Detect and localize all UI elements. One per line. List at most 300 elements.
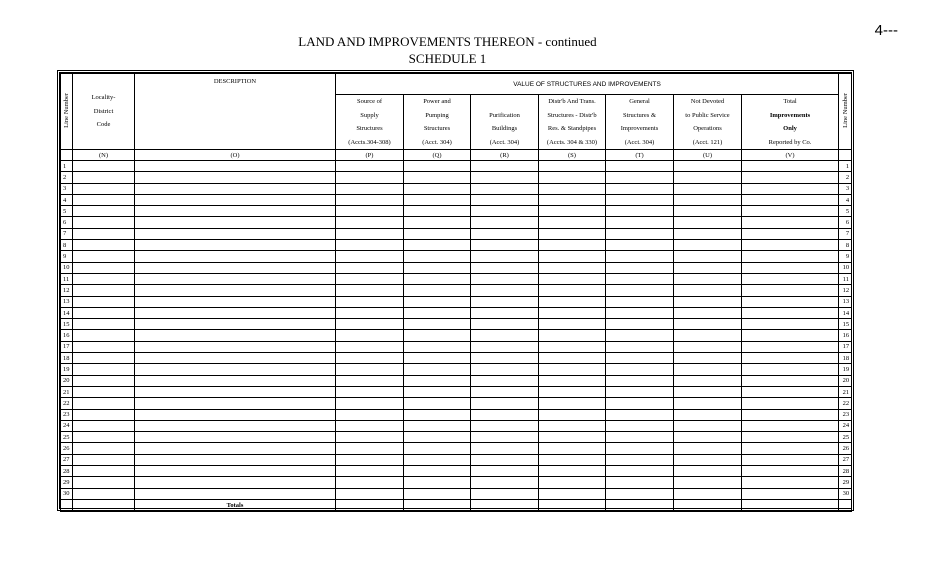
cell-o[interactable] [135,488,336,499]
cell-n[interactable] [73,443,135,454]
cell-o[interactable] [135,330,336,341]
cell-s[interactable] [539,183,606,194]
cell-o[interactable] [135,172,336,183]
cell-s[interactable] [539,319,606,330]
line-number-left: 26 [61,443,73,454]
cell-s[interactable] [539,353,606,364]
cell-q[interactable] [404,296,471,307]
cell-s[interactable] [539,477,606,488]
cell-r[interactable] [471,443,539,454]
cell-p[interactable] [336,251,404,262]
cell-r[interactable] [471,409,539,420]
cell-r[interactable] [471,194,539,205]
cell-q[interactable] [404,285,471,296]
cell-r[interactable] [471,420,539,431]
cell-t[interactable] [606,420,674,431]
cell-p[interactable] [336,285,404,296]
cell-u[interactable] [674,183,742,194]
cell-v[interactable] [742,409,839,420]
cell-t[interactable] [606,172,674,183]
table-row [61,228,852,239]
cell-n[interactable] [73,477,135,488]
cell-t[interactable] [606,285,674,296]
cell-o[interactable] [135,217,336,228]
cell-p[interactable] [336,386,404,397]
cell-q[interactable] [404,206,471,217]
line-number-right: 21 [839,386,852,397]
cell-n[interactable] [73,466,135,477]
cell-n[interactable] [73,409,135,420]
cell-o[interactable] [135,296,336,307]
cell-r[interactable] [471,330,539,341]
cell-q[interactable] [404,386,471,397]
cell-u[interactable] [674,386,742,397]
cell-r[interactable] [471,432,539,443]
cell-o[interactable] [135,364,336,375]
cell-p[interactable] [336,330,404,341]
cell-p[interactable] [336,353,404,364]
cell-q[interactable] [404,454,471,465]
cell-u[interactable] [674,364,742,375]
cell-p[interactable] [336,307,404,318]
cell-p[interactable] [336,398,404,409]
cell-n[interactable] [73,330,135,341]
cell-n[interactable] [73,251,135,262]
cell-u[interactable] [674,341,742,352]
cell-t[interactable] [606,432,674,443]
cell-o[interactable] [135,161,336,172]
cell-s[interactable] [539,262,606,273]
total-s[interactable] [539,499,606,511]
cell-s[interactable] [539,341,606,352]
cell-u[interactable] [674,409,742,420]
cell-s[interactable] [539,172,606,183]
cell-v[interactable] [742,386,839,397]
cell-u[interactable] [674,353,742,364]
cell-o[interactable] [135,319,336,330]
cell-n[interactable] [73,375,135,386]
cell-u[interactable] [674,330,742,341]
cell-u[interactable] [674,443,742,454]
cell-o[interactable] [135,386,336,397]
cell-n[interactable] [73,240,135,251]
cell-n[interactable] [73,432,135,443]
cell-v[interactable] [742,251,839,262]
cell-r[interactable] [471,341,539,352]
cell-u[interactable] [674,398,742,409]
cell-o[interactable] [135,477,336,488]
cell-n[interactable] [73,364,135,375]
cell-q[interactable] [404,409,471,420]
cell-u[interactable] [674,273,742,284]
cell-q[interactable] [404,398,471,409]
cell-r[interactable] [471,217,539,228]
cell-p[interactable] [336,273,404,284]
cell-q[interactable] [404,488,471,499]
cell-s[interactable] [539,398,606,409]
cell-t[interactable] [606,477,674,488]
cell-q[interactable] [404,341,471,352]
total-r[interactable] [471,499,539,511]
cell-v[interactable] [742,398,839,409]
cell-u[interactable] [674,206,742,217]
cell-q[interactable] [404,466,471,477]
cell-r[interactable] [471,364,539,375]
cell-u[interactable] [674,194,742,205]
cell-n[interactable] [73,307,135,318]
cell-t[interactable] [606,262,674,273]
cell-r[interactable] [471,228,539,239]
cell-t[interactable] [606,251,674,262]
table-row [61,273,852,284]
cell-r[interactable] [471,251,539,262]
cell-s[interactable] [539,273,606,284]
cell-p[interactable] [336,194,404,205]
cell-t[interactable] [606,466,674,477]
cell-r[interactable] [471,307,539,318]
cell-r[interactable] [471,466,539,477]
cell-v[interactable] [742,341,839,352]
cell-v[interactable] [742,443,839,454]
cell-n[interactable] [73,273,135,284]
cell-s[interactable] [539,488,606,499]
line-number-right: 11 [839,273,852,284]
cell-q[interactable] [404,364,471,375]
cell-v[interactable] [742,330,839,341]
cell-q[interactable] [404,228,471,239]
cell-s[interactable] [539,364,606,375]
cell-s[interactable] [539,443,606,454]
cell-n[interactable] [73,353,135,364]
cell-t[interactable] [606,330,674,341]
cell-r[interactable] [471,262,539,273]
cell-r[interactable] [471,273,539,284]
cell-t[interactable] [606,307,674,318]
cell-o[interactable] [135,262,336,273]
cell-u[interactable] [674,420,742,431]
line-number-left: 13 [61,296,73,307]
cell-p[interactable] [336,217,404,228]
cell-o[interactable] [135,466,336,477]
cell-u[interactable] [674,262,742,273]
cell-t[interactable] [606,375,674,386]
cell-s[interactable] [539,194,606,205]
total-p[interactable] [336,499,404,511]
cell-n[interactable] [73,420,135,431]
cell-s[interactable] [539,240,606,251]
cell-p[interactable] [336,206,404,217]
cell-n[interactable] [73,262,135,273]
cell-p[interactable] [336,296,404,307]
cell-n[interactable] [73,161,135,172]
cell-o[interactable] [135,206,336,217]
cell-r[interactable] [471,319,539,330]
cell-o[interactable] [135,273,336,284]
cell-r[interactable] [471,172,539,183]
cell-t[interactable] [606,353,674,364]
total-t[interactable] [606,499,674,511]
cell-s[interactable] [539,409,606,420]
cell-v[interactable] [742,319,839,330]
cell-u[interactable] [674,240,742,251]
line-number-right: 7 [839,228,852,239]
cell-q[interactable] [404,477,471,488]
cell-u[interactable] [674,285,742,296]
cell-t[interactable] [606,217,674,228]
cell-n[interactable] [73,183,135,194]
cell-u[interactable] [674,307,742,318]
cell-r[interactable] [471,285,539,296]
cell-p[interactable] [336,319,404,330]
total-v[interactable] [742,499,839,511]
cell-o[interactable] [135,409,336,420]
cell-v[interactable] [742,273,839,284]
cell-n[interactable] [73,341,135,352]
cell-s[interactable] [539,386,606,397]
cell-t[interactable] [606,386,674,397]
cell-n[interactable] [73,296,135,307]
cell-p[interactable] [336,409,404,420]
cell-r[interactable] [471,454,539,465]
cell-v[interactable] [742,432,839,443]
cell-v[interactable] [742,172,839,183]
cell-s[interactable] [539,251,606,262]
cell-r[interactable] [471,386,539,397]
cell-u[interactable] [674,217,742,228]
cell-p[interactable] [336,466,404,477]
page-number: 4--- [874,22,898,39]
cell-p[interactable] [336,262,404,273]
col-p-letter: (P) [336,150,404,161]
cell-r[interactable] [471,398,539,409]
cell-s[interactable] [539,454,606,465]
cell-s[interactable] [539,228,606,239]
cell-v[interactable] [742,477,839,488]
cell-n[interactable] [73,386,135,397]
cell-r[interactable] [471,296,539,307]
cell-v[interactable] [742,194,839,205]
cell-q[interactable] [404,161,471,172]
cell-v[interactable] [742,454,839,465]
cell-s[interactable] [539,466,606,477]
cell-t[interactable] [606,319,674,330]
cell-s[interactable] [539,432,606,443]
cell-o[interactable] [135,194,336,205]
col-s-letter: (S) [539,150,606,161]
cell-q[interactable] [404,330,471,341]
cell-t[interactable] [606,398,674,409]
cell-p[interactable] [336,228,404,239]
cell-n[interactable] [73,217,135,228]
cell-n[interactable] [73,454,135,465]
cell-t[interactable] [606,364,674,375]
cell-u[interactable] [674,477,742,488]
cell-o[interactable] [135,228,336,239]
cell-u[interactable] [674,466,742,477]
cell-t[interactable] [606,206,674,217]
cell-v[interactable] [742,228,839,239]
cell-t[interactable] [606,183,674,194]
cell-o[interactable] [135,443,336,454]
col-q-letter: (Q) [404,150,471,161]
cell-t[interactable] [606,228,674,239]
cell-q[interactable] [404,432,471,443]
cell-p[interactable] [336,161,404,172]
cell-s[interactable] [539,375,606,386]
cell-n[interactable] [73,319,135,330]
cell-u[interactable] [674,161,742,172]
cell-p[interactable] [336,488,404,499]
cell-p[interactable] [336,341,404,352]
cell-q[interactable] [404,375,471,386]
cell-v[interactable] [742,240,839,251]
cell-o[interactable] [135,341,336,352]
cell-t[interactable] [606,488,674,499]
total-u[interactable] [674,499,742,511]
cell-q[interactable] [404,307,471,318]
cell-s[interactable] [539,217,606,228]
schedule-table [60,73,852,512]
cell-r[interactable] [471,183,539,194]
cell-u[interactable] [674,172,742,183]
cell-p[interactable] [336,375,404,386]
cell-o[interactable] [135,183,336,194]
cell-v[interactable] [742,488,839,499]
total-q[interactable] [404,499,471,511]
cell-u[interactable] [674,432,742,443]
cell-o[interactable] [135,251,336,262]
cell-v[interactable] [742,364,839,375]
cell-o[interactable] [135,285,336,296]
cell-u[interactable] [674,488,742,499]
cell-s[interactable] [539,285,606,296]
cell-u[interactable] [674,319,742,330]
cell-q[interactable] [404,443,471,454]
cell-n[interactable] [73,488,135,499]
line-number-right: 5 [839,206,852,217]
line-number-right: 24 [839,420,852,431]
cell-q[interactable] [404,273,471,284]
cell-s[interactable] [539,296,606,307]
cell-s[interactable] [539,330,606,341]
cell-p[interactable] [336,183,404,194]
cell-p[interactable] [336,432,404,443]
cell-u[interactable] [674,251,742,262]
cell-r[interactable] [471,477,539,488]
cell-q[interactable] [404,319,471,330]
cell-v[interactable] [742,375,839,386]
cell-p[interactable] [336,454,404,465]
cell-t[interactable] [606,454,674,465]
cell-p[interactable] [336,443,404,454]
cell-t[interactable] [606,409,674,420]
cell-n[interactable] [73,194,135,205]
cell-u[interactable] [674,296,742,307]
cell-o[interactable] [135,375,336,386]
cell-v[interactable] [742,206,839,217]
cell-q[interactable] [404,240,471,251]
cell-t[interactable] [606,194,674,205]
cell-p[interactable] [336,477,404,488]
cell-o[interactable] [135,454,336,465]
cell-o[interactable] [135,432,336,443]
col-v-letter: (V) [742,150,839,161]
cell-o[interactable] [135,240,336,251]
cell-t[interactable] [606,296,674,307]
cell-n[interactable] [73,206,135,217]
cell-q[interactable] [404,217,471,228]
cell-n[interactable] [73,285,135,296]
table-row [61,251,852,262]
cell-q[interactable] [404,420,471,431]
cell-o[interactable] [135,420,336,431]
cell-o[interactable] [135,398,336,409]
cell-v[interactable] [742,183,839,194]
cell-u[interactable] [674,228,742,239]
table-row [61,443,852,454]
col-u-letter: (U) [674,150,742,161]
cell-p[interactable] [336,240,404,251]
line-number-left: 9 [61,251,73,262]
cell-n[interactable] [73,228,135,239]
cell-t[interactable] [606,341,674,352]
cell-r[interactable] [471,161,539,172]
cell-o[interactable] [135,307,336,318]
table-row [61,466,852,477]
cell-r[interactable] [471,375,539,386]
cell-r[interactable] [471,353,539,364]
line-number-left: 30 [61,488,73,499]
cell-v[interactable] [742,466,839,477]
cell-q[interactable] [404,262,471,273]
cell-s[interactable] [539,206,606,217]
cell-q[interactable] [404,353,471,364]
cell-q[interactable] [404,194,471,205]
cell-t[interactable] [606,273,674,284]
cell-v[interactable] [742,217,839,228]
col-q-header: Power and Pumping Structures (Acct. 304) [404,95,471,150]
cell-o[interactable] [135,353,336,364]
cell-s[interactable] [539,420,606,431]
cell-r[interactable] [471,240,539,251]
cell-q[interactable] [404,183,471,194]
cell-p[interactable] [336,364,404,375]
cell-v[interactable] [742,296,839,307]
cell-t[interactable] [606,443,674,454]
cell-u[interactable] [674,454,742,465]
cell-v[interactable] [742,262,839,273]
cell-v[interactable] [742,307,839,318]
cell-r[interactable] [471,488,539,499]
cell-q[interactable] [404,172,471,183]
line-number-left: 12 [61,285,73,296]
cell-p[interactable] [336,420,404,431]
cell-s[interactable] [539,307,606,318]
cell-v[interactable] [742,353,839,364]
cell-s[interactable] [539,161,606,172]
cell-p[interactable] [336,172,404,183]
cell-u[interactable] [674,375,742,386]
cell-t[interactable] [606,161,674,172]
cell-v[interactable] [742,285,839,296]
cell-t[interactable] [606,240,674,251]
cell-v[interactable] [742,161,839,172]
cell-q[interactable] [404,251,471,262]
cell-n[interactable] [73,172,135,183]
cell-r[interactable] [471,206,539,217]
cell-v[interactable] [742,420,839,431]
cell-n[interactable] [73,398,135,409]
